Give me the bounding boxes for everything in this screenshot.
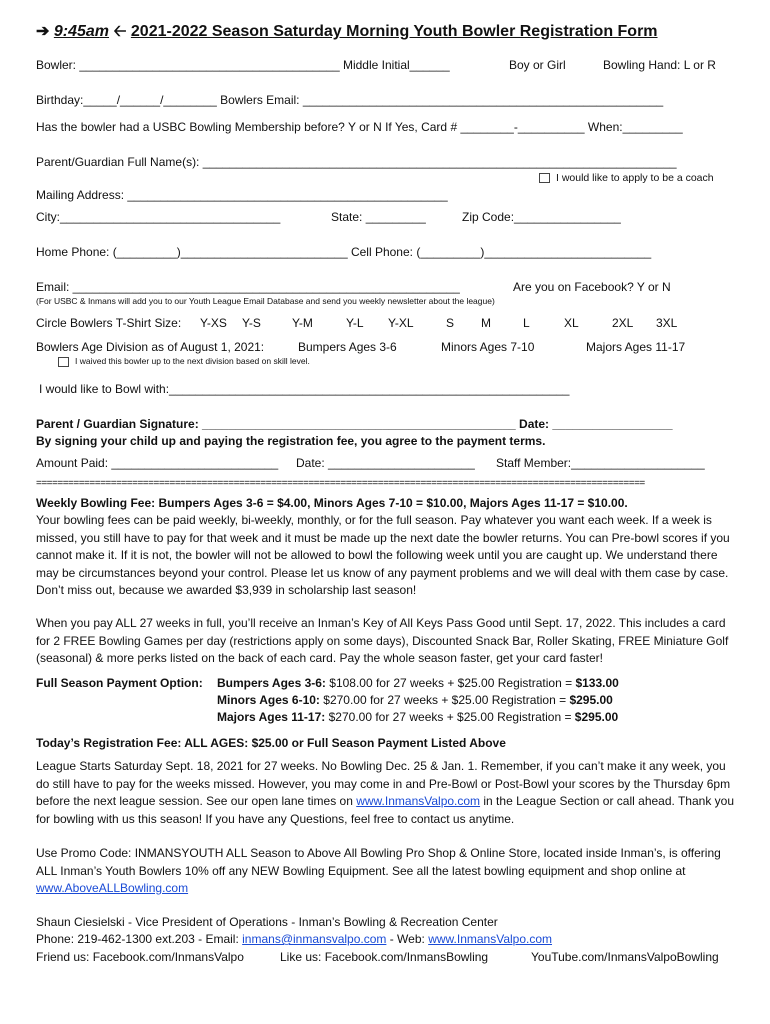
page-title <box>36 20 658 47</box>
birthday-email-field[interactable]: Birthday:_____/______/________ Bowlers Email: ______________________________________________________ <box>36 93 664 107</box>
division-label: Bowlers Age Division as of August 1, 2021: <box>36 340 265 354</box>
tshirt-size-option[interactable]: M <box>481 316 491 330</box>
today-registration-fee: Today’s Registration Fee: ALL AGES: $25.00 or Full Season Payment Listed Above <box>36 736 506 750</box>
tshirt-size-option[interactable]: Y-L <box>346 316 364 330</box>
coach-label: I would like to apply to be a coach <box>556 172 714 184</box>
option-detail: $270.00 for 27 weeks + $25.00 Registration = <box>323 693 570 707</box>
title-text: 2021-2022 Season Saturday Morning Youth Bowler Registration Form <box>130 23 658 40</box>
zip-field[interactable]: Zip Code:________________ <box>462 210 621 224</box>
tshirt-size-option[interactable]: Y-XS <box>200 316 227 330</box>
facebook-like: Like us: Facebook.com/InmansBowling <box>280 950 489 964</box>
contact-name: Shaun Ciesielski - Vice President of Operations - Inman’s Bowling & Recreation Center <box>36 915 498 929</box>
pro-shop-link[interactable]: www.AboveALLBowling.com <box>36 881 189 895</box>
web-link[interactable]: www.InmansValpo.com <box>428 932 553 946</box>
tshirt-label: Circle Bowlers T-Shirt Size: <box>36 316 182 330</box>
division-option-majors[interactable]: Majors Ages 11-17 <box>586 340 686 354</box>
parent-name-field[interactable]: Parent/Guardian Full Name(s): _______________________________________________________________________ <box>36 155 677 169</box>
state-field[interactable]: State: _________ <box>331 210 426 224</box>
mailing-address-field[interactable]: Mailing Address: ________________________________________________ <box>36 188 448 202</box>
league-info-paragraph <box>36 758 736 828</box>
contact-line <box>36 932 552 946</box>
email-link[interactable]: inmans@inmansvalpo.com <box>242 932 387 946</box>
phone-field[interactable]: Home Phone: (_________)_________________________ Cell Phone: (_________)_________________________ <box>36 245 652 259</box>
division-option-bumpers[interactable]: Bumpers Ages 3-6 <box>298 340 397 354</box>
office-date-field[interactable]: Date: ______________________ <box>296 456 475 470</box>
weekly-fee-body: Your bowling fees can be paid weekly, bi-weekly, monthly, or for the full season. Pay whatever you want each week. If a week is missed, you still have to pay for that week and it must be made up the next date the bowler returns. You can Pre-bowl scores if you cannot make it. If it is not, the bowler will not be allowed to bowl the following week until you are caught up. We understand there may be circumstances beyond your control. Please let us know of any payment problems and we will deal with them case by case. Don’t miss out, because we awarded $3,939 in scholarship last season! <box>36 513 730 597</box>
arrow-right-icon: ➔ <box>36 23 50 40</box>
option-detail: $270.00 for 27 weeks + $25.00 Registration = <box>328 710 575 724</box>
email-field[interactable]: Email: __________________________________________________________ <box>36 280 460 294</box>
youtube-channel: YouTube.com/InmansValpoBowling <box>531 950 719 964</box>
full-season-label: Full Season Payment Option: <box>36 676 203 690</box>
bowling-hand-choice[interactable]: Bowling Hand: L or R <box>603 58 716 72</box>
full-season-option <box>217 710 618 724</box>
option-total: $295.00 <box>569 693 613 707</box>
weekly-fee-heading: Weekly Bowling Fee: Bumpers Ages 3-6 = $4.00, Minors Ages 7-10 = $10.00, Majors Ages 11-17 = $10.00. <box>36 496 628 510</box>
staff-member-field[interactable]: Staff Member:____________________ <box>496 456 705 470</box>
promo-paragraph <box>36 845 736 898</box>
time-label: 9:45am <box>53 23 110 40</box>
option-total: $133.00 <box>575 676 619 690</box>
promo-text: Use Promo Code: INMANSYOUTH ALL Season to Above All Bowling Pro Shop & Online Store, located inside Inman’s, is offering ALL Inman’s Youth Bowlers 10% off any NEW Bowling Equipment. See all the latest bowling equipment and shop online at <box>36 846 721 878</box>
waiver-option[interactable] <box>58 356 310 367</box>
bowl-with-field[interactable]: I would like to Bowl with:____________________________________________________________ <box>39 382 570 396</box>
waiver-label: I waived this bowler up to the next division based on skill level. <box>75 356 310 366</box>
key-pass-paragraph: When you pay ALL 27 weeks in full, you’ll receive an Inman’s Key of All Keys Pass Good until Sept. 17, 2022. This includes a card for 2 FREE Bowling Games per day (restrictions apply on some days), Discounted Snack Bar, Roller Skating, FREE Miniature Golf (seasonal) & more perks listed on the back of each card. Pay the whole season faster, get your card faster! <box>36 616 729 665</box>
option-total: $295.00 <box>574 710 619 724</box>
full-season-option <box>217 676 619 690</box>
separator-line: ================================================================================================================== <box>36 478 645 489</box>
tshirt-size-option[interactable]: 3XL <box>656 316 678 330</box>
coach-option[interactable] <box>539 172 714 184</box>
tshirt-size-option[interactable]: Y-XL <box>388 316 414 330</box>
amount-paid-field[interactable]: Amount Paid: _________________________ <box>36 456 279 470</box>
full-season-option <box>217 693 613 707</box>
contact-phone: Phone: 219-462-1300 ext.203 - Email: <box>36 932 243 946</box>
option-name: Bumpers Ages 3-6: <box>217 676 326 690</box>
league-text: League Starts Saturday Sept. 18, 2021 for 27 weeks. No Bowling Dec. 25 & Jan. 1. Remember, if you can’t make it any week, you do still have to pay for the weeks missed. However, you may come in and Pre-Bowl or Post-Bowl your scores by the Thursday 6pm before the next league session. See our open lane times on <box>36 759 731 808</box>
bowler-name-field[interactable]: Bowler: _______________________________________ Middle Initial______ <box>36 58 450 72</box>
signature-field[interactable]: Parent / Guardian Signature: _______________________________________________ Date: __________________ <box>36 417 673 431</box>
option-name: Minors Ages 6-10: <box>217 693 320 707</box>
tshirt-size-option[interactable]: XL <box>564 316 579 330</box>
website-link[interactable]: www.InmansValpo.com <box>356 794 481 808</box>
tshirt-size-option[interactable]: Y-M <box>292 316 313 330</box>
league-text-end: in the League Section or call ahead. Thank you for bowling with us this season! If you have any Questions, feel free to contact us anytime. <box>36 794 735 826</box>
option-name: Majors Ages 11-17: <box>217 710 326 724</box>
email-note: (For USBC & Inmans will add you to our Youth League Email Database and send you weekly newsletter about the league) <box>36 296 495 306</box>
tshirt-size-option[interactable]: S <box>446 316 455 330</box>
division-option-minors[interactable]: Minors Ages 7-10 <box>441 340 535 354</box>
coach-checkbox[interactable] <box>539 173 550 183</box>
tshirt-size-option[interactable]: 2XL <box>612 316 634 330</box>
facebook-choice[interactable]: Are you on Facebook? Y or N <box>513 280 671 294</box>
facebook-friend: Friend us: Facebook.com/InmansValpo <box>36 950 244 964</box>
gender-choice[interactable]: Boy or Girl <box>509 58 566 72</box>
web-label: - Web: <box>386 932 429 946</box>
tshirt-size-option[interactable]: Y-S <box>242 316 261 330</box>
payment-terms: By signing your child up and paying the registration fee, you agree to the payment terms. <box>36 434 546 448</box>
city-field[interactable]: City:_________________________________ <box>36 210 281 224</box>
usbc-membership-field[interactable]: Has the bowler had a USBC Bowling Membership before? Y or N If Yes, Card # ________-__________ When:_________ <box>36 120 683 134</box>
waiver-checkbox[interactable] <box>58 357 69 367</box>
arrow-left-icon: 🡠 <box>113 23 127 40</box>
tshirt-size-option[interactable]: L <box>523 316 530 330</box>
option-detail: $108.00 for 27 weeks + $25.00 Registration = <box>329 676 576 690</box>
